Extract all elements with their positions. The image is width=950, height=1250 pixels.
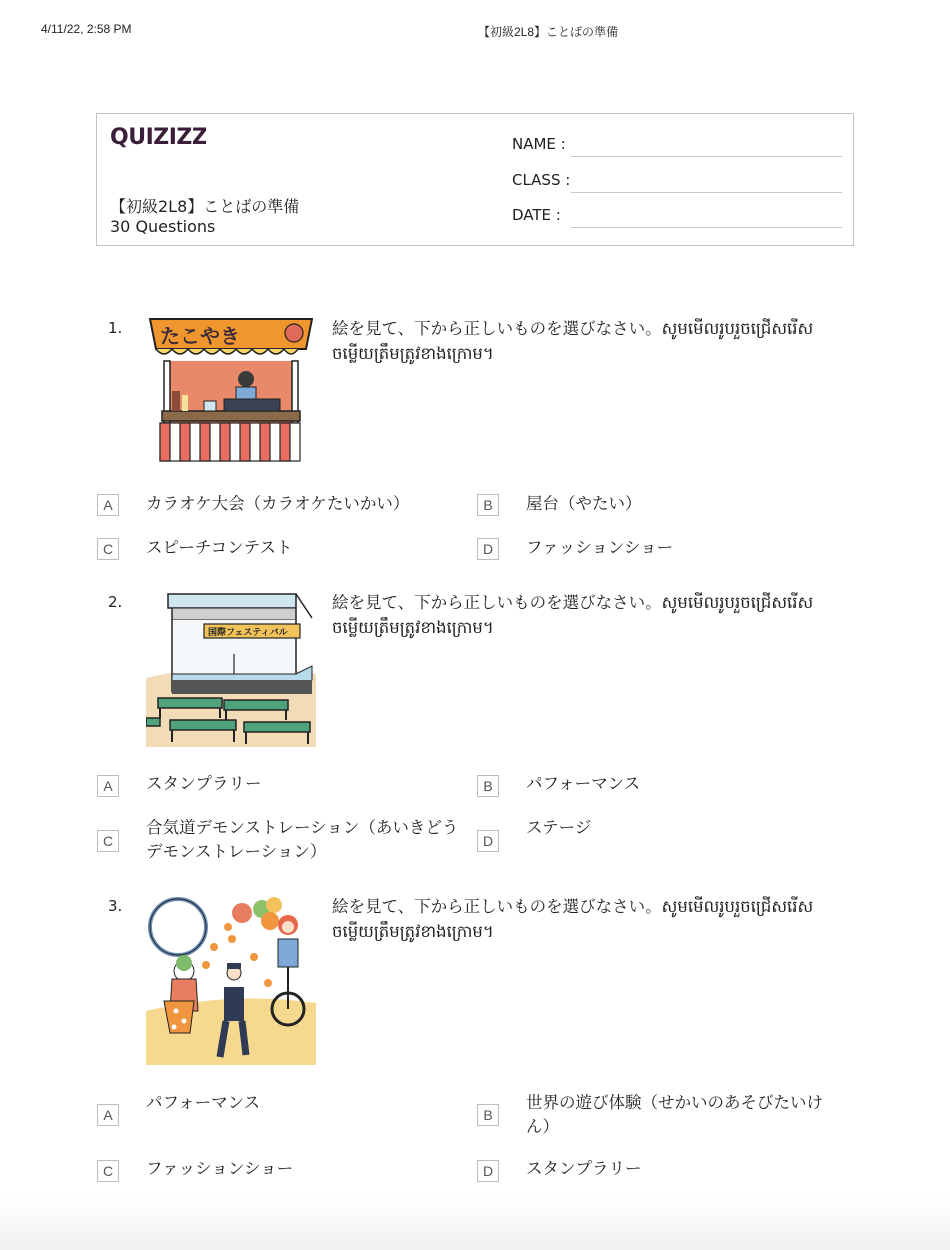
option-c-text: ファッションショー <box>146 1159 294 1178</box>
question-number: 2. <box>108 593 123 611</box>
option-b-text: 屋台（やたい） <box>526 494 642 513</box>
question-number: 1. <box>108 319 123 337</box>
option-a-text: パフォーマンス <box>146 1093 261 1112</box>
worksheet-info-box <box>96 113 854 246</box>
class-line[interactable] <box>571 192 842 193</box>
option-c-text: スピーチコンテスト <box>146 538 293 557</box>
option-b-checkbox[interactable]: B <box>477 1104 499 1126</box>
option-b-text: パフォーマンス <box>526 774 641 793</box>
option-a-checkbox[interactable]: A <box>97 494 119 516</box>
option-a-text: カラオケ大会（カラオケたいかい） <box>146 494 410 513</box>
option-b-checkbox[interactable]: B <box>477 775 499 797</box>
svg-text:たこやき: たこやき <box>160 324 240 348</box>
question-prompt: 絵を見て、下から正しいものを選びなさい。សូមមើលរូបរួចជ្រើសរើសចម្លើយត្រឹមត្រូវខាងក្រោម។ <box>332 319 814 363</box>
svg-text:国際フェスティバル: 国際フェスティバル <box>208 628 288 638</box>
date-label: DATE : <box>512 206 561 224</box>
option-d-checkbox[interactable]: D <box>477 830 499 852</box>
option-d-checkbox[interactable]: D <box>477 538 499 560</box>
option-d-text: ステージ <box>526 818 592 837</box>
option-c-text: 合気道デモンストレーション（あいきどうデモンストレーション） <box>146 818 459 861</box>
quizizz-logo <box>110 123 206 155</box>
date-line[interactable] <box>571 227 842 228</box>
option-a-text: スタンプラリー <box>146 774 262 793</box>
option-c-checkbox[interactable]: C <box>97 1160 119 1182</box>
quiz-title: 【初級2L8】ことばの準備 <box>110 197 300 216</box>
takoyaki-stall-image <box>146 313 316 465</box>
class-field[interactable] <box>512 171 842 195</box>
option-c-checkbox[interactable]: C <box>97 538 119 560</box>
option-c-checkbox[interactable]: C <box>97 830 119 852</box>
svg-text:QUIZIZZ: QUIZIZZ <box>110 125 206 149</box>
option-d-text: スタンプラリー <box>526 1159 642 1178</box>
circus-performers-image <box>146 891 316 1065</box>
question-prompt: 絵を見て、下から正しいものを選びなさい。សូមមើលរូបរួចជ្រើសរើសចម្លើយត្រឹមត្រូវខាងក្រោម។ <box>332 593 814 637</box>
name-field[interactable] <box>512 135 842 159</box>
option-b-checkbox[interactable]: B <box>477 494 499 516</box>
class-label: CLASS : <box>512 171 571 189</box>
question-number: 3. <box>108 897 123 915</box>
quizizz-logo-icon <box>110 123 206 149</box>
name-line[interactable] <box>571 156 842 157</box>
question-prompt: 絵を見て、下から正しいものを選びなさい。សូមមើលរូបរួចជ្រើសរើសចម្លើយត្រឹមត្រូវខាងក្រោម។ <box>332 897 814 941</box>
print-datetime: 4/11/22, 2:58 PM <box>41 22 132 36</box>
option-a-checkbox[interactable]: A <box>97 1104 119 1126</box>
date-field[interactable] <box>512 206 842 230</box>
option-d-checkbox[interactable]: D <box>477 1160 499 1182</box>
page-bottom-fade <box>0 1195 950 1250</box>
option-b-text: 世界の遊び体験（せかいのあそびたいけん） <box>526 1093 823 1136</box>
name-label: NAME : <box>512 135 566 153</box>
option-d-text: ファッションショー <box>526 538 674 557</box>
print-title: 【初級2L8】ことばの準備 <box>478 25 619 39</box>
question-count: 30 Questions <box>110 217 216 236</box>
option-a-checkbox[interactable]: A <box>97 775 119 797</box>
festival-stage-image <box>146 588 316 747</box>
